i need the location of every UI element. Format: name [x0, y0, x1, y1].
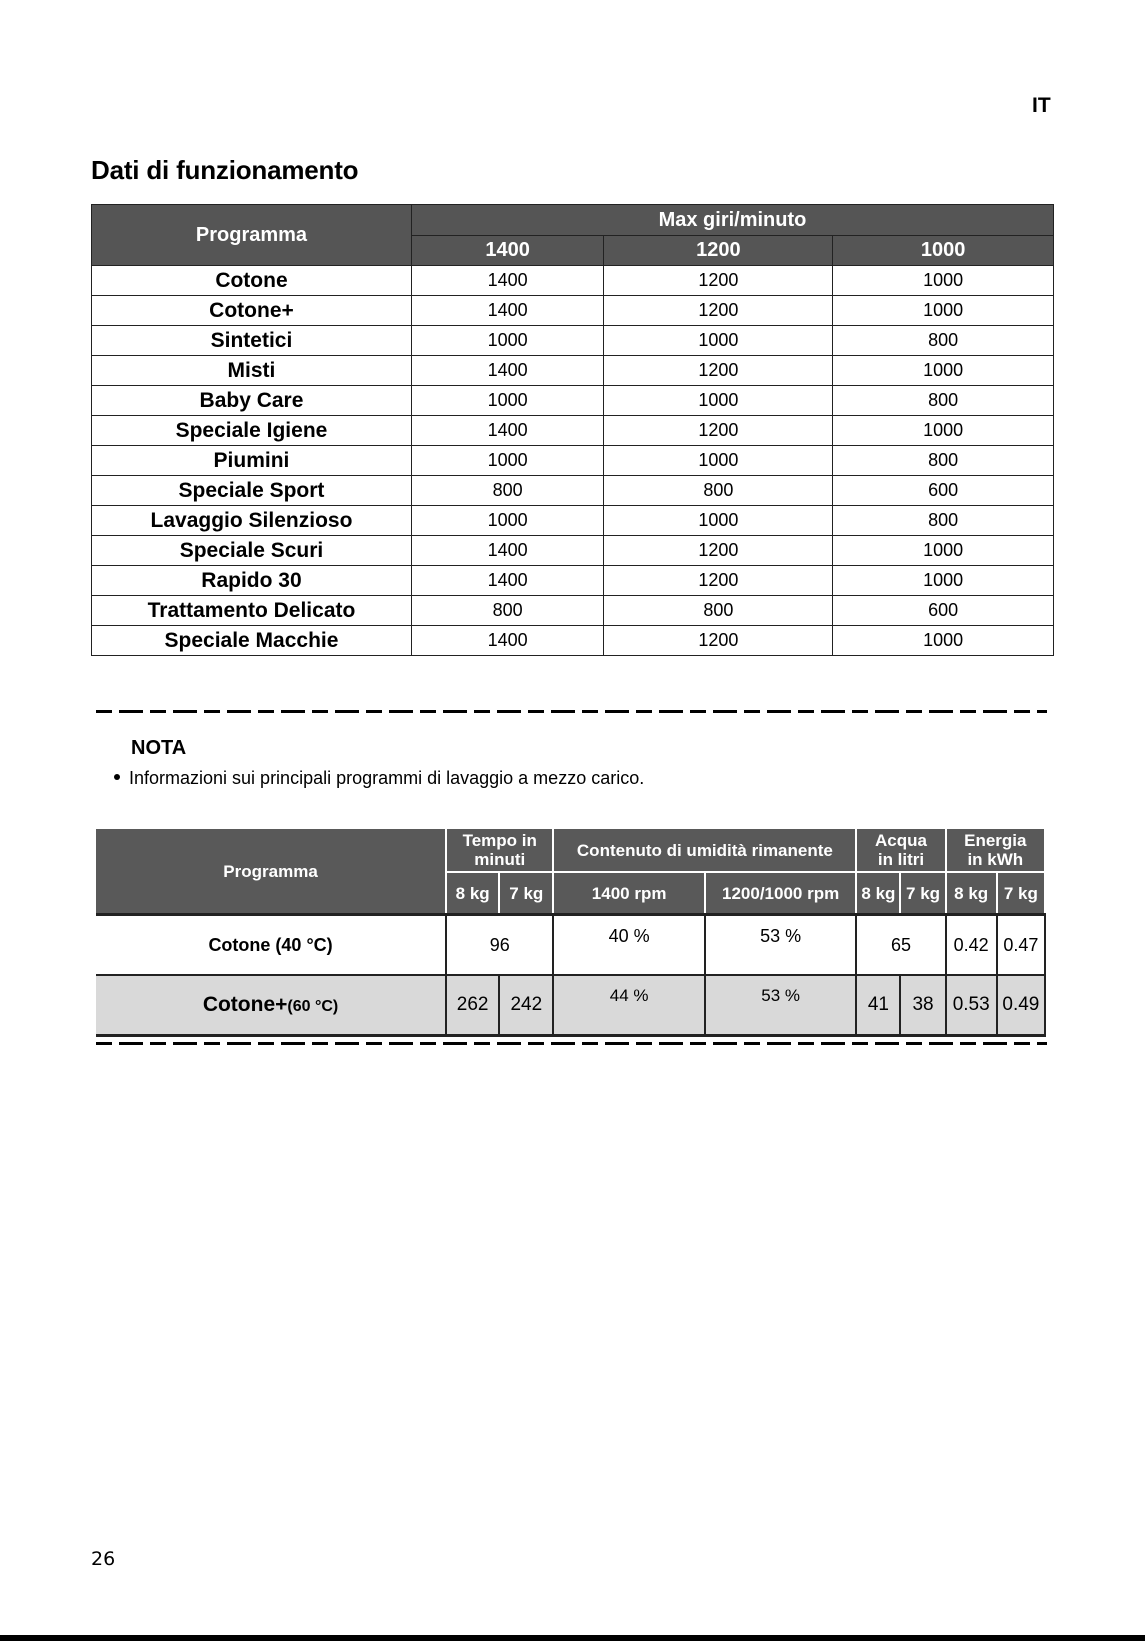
speed-value: 800 [833, 386, 1054, 416]
moisture-value: 40 % [553, 915, 704, 976]
speed-value: 800 [411, 476, 603, 506]
table-row [92, 566, 1054, 596]
speed-value: 600 [833, 476, 1054, 506]
note-heading: NOTA [131, 737, 187, 759]
speed-value: 1400 [411, 416, 603, 446]
speed-column-header: 1000 [833, 236, 1054, 266]
speed-value: 800 [833, 326, 1054, 356]
speed-value: 600 [833, 596, 1054, 626]
rpm-1200-1000-header: 1200/1000 rpm [705, 872, 856, 915]
speed-value: 1000 [604, 386, 833, 416]
speed-value: 1400 [411, 266, 603, 296]
speed-value: 1400 [411, 356, 603, 386]
program-name: Baby Care [92, 386, 412, 416]
page-title: Dati di funzionamento [91, 155, 359, 185]
program-name: Cotone [92, 266, 412, 296]
load-7kg-header: 7 kg [900, 872, 945, 915]
program-name: Trattamento Delicato [92, 596, 412, 626]
load-7kg-header: 7 kg [997, 872, 1045, 915]
program-name: Cotone+(60 °C) [96, 975, 446, 1036]
speed-value: 1200 [604, 416, 833, 446]
program-name: Speciale Macchie [92, 626, 412, 656]
speed-value: 1400 [411, 626, 603, 656]
program-name: Speciale Igiene [92, 416, 412, 446]
program-temperature: (60 °C) [287, 998, 339, 1015]
speed-value: 1200 [604, 266, 833, 296]
time-header: Tempo in minuti [446, 828, 553, 872]
program-name: Sintetici [92, 326, 412, 356]
time-value: 262 [446, 975, 499, 1036]
load-7kg-header: 7 kg [499, 872, 553, 915]
speed-value: 1000 [833, 536, 1054, 566]
time-value: 242 [499, 975, 553, 1036]
table-row [92, 326, 1054, 356]
note-text: Informazioni sui principali programmi di lavaggio a mezzo carico. [129, 768, 645, 788]
speed-value: 800 [833, 506, 1054, 536]
moisture-value: 53 % [705, 915, 856, 976]
energy-value: 0.49 [997, 975, 1045, 1036]
language-label: IT [1032, 94, 1051, 117]
water-value: 41 [856, 975, 900, 1036]
speed-value: 1400 [411, 296, 603, 326]
speed-value: 1200 [604, 296, 833, 326]
speed-column-header: 1200 [604, 236, 833, 266]
energy-value: 0.47 [997, 915, 1045, 976]
speed-value: 1000 [833, 266, 1054, 296]
bottom-border [0, 1635, 1145, 1641]
speed-value: 800 [604, 476, 833, 506]
moisture-value: 53 % [705, 975, 856, 1036]
program-name: Speciale Scuri [92, 536, 412, 566]
program-name: Speciale Sport [92, 476, 412, 506]
energy-header: Energia in kWh [946, 828, 1045, 872]
table-row [92, 356, 1054, 386]
speed-value: 800 [833, 446, 1054, 476]
moisture-header: Contenuto di umidità rimanente [553, 828, 856, 872]
rpm-1400-header: 1400 rpm [553, 872, 704, 915]
program-column-header: Programma [92, 205, 412, 266]
program-name: Misti [92, 356, 412, 386]
speed-value: 800 [411, 596, 603, 626]
dashed-separator [96, 710, 1047, 713]
page-number: 26 [91, 1548, 116, 1570]
bullet-icon [114, 774, 120, 780]
speed-value: 1000 [833, 356, 1054, 386]
program-name: Cotone+ [92, 296, 412, 326]
load-8kg-header: 8 kg [946, 872, 997, 915]
load-8kg-header: 8 kg [446, 872, 499, 915]
table-row [92, 266, 1054, 296]
speed-value: 1200 [604, 566, 833, 596]
speed-value: 1000 [833, 626, 1054, 656]
program-name: Piumini [92, 446, 412, 476]
table-row [92, 626, 1054, 656]
table-row [96, 915, 1045, 976]
table-row [92, 416, 1054, 446]
program-column-header: Programma [96, 828, 446, 915]
moisture-value: 44 % [553, 975, 704, 1036]
program-name: Cotone (40 °C) [96, 915, 446, 976]
table-row [96, 975, 1045, 1036]
half-load-table [96, 827, 1046, 1037]
speed-value: 1000 [833, 296, 1054, 326]
speed-value: 1000 [604, 446, 833, 476]
speed-value: 1200 [604, 626, 833, 656]
speed-value: 1000 [833, 416, 1054, 446]
water-value: 65 [856, 915, 945, 976]
note-bullet [114, 768, 644, 789]
speed-value: 1200 [604, 356, 833, 386]
load-8kg-header: 8 kg [856, 872, 900, 915]
table-row [92, 596, 1054, 626]
program-name: Lavaggio Silenzioso [92, 506, 412, 536]
speed-value: 1000 [604, 506, 833, 536]
speed-column-header: 1400 [411, 236, 603, 266]
speed-value: 1400 [411, 536, 603, 566]
speed-value: 1000 [411, 506, 603, 536]
speed-value: 1000 [411, 386, 603, 416]
dashed-separator [96, 1042, 1047, 1045]
speed-value: 1000 [833, 566, 1054, 596]
speed-value: 1000 [411, 446, 603, 476]
water-value: 38 [900, 975, 945, 1036]
energy-value: 0.53 [946, 975, 997, 1036]
speed-value: 1000 [604, 326, 833, 356]
energy-value: 0.42 [946, 915, 997, 976]
water-header: Acqua in litri [856, 828, 945, 872]
table-row [92, 386, 1054, 416]
time-value: 96 [446, 915, 553, 976]
max-spin-header: Max giri/minuto [411, 205, 1053, 236]
table-row [92, 506, 1054, 536]
table-row [92, 296, 1054, 326]
spin-speed-table [91, 204, 1054, 656]
table-row [92, 446, 1054, 476]
table-row [92, 476, 1054, 506]
speed-value: 800 [604, 596, 833, 626]
program-name: Rapido 30 [92, 566, 412, 596]
table-row [92, 536, 1054, 566]
speed-value: 1200 [604, 536, 833, 566]
speed-value: 1000 [411, 326, 603, 356]
speed-value: 1400 [411, 566, 603, 596]
